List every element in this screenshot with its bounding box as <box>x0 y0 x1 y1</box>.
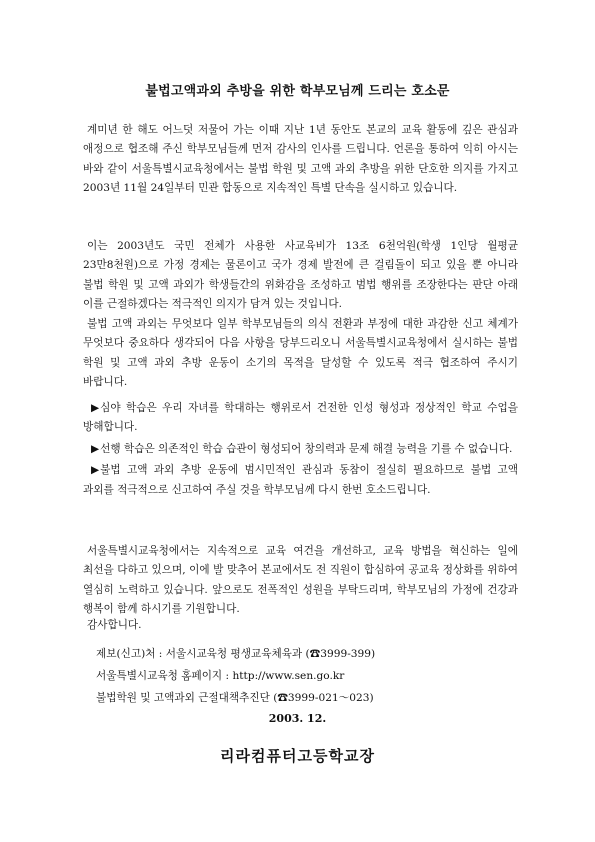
paragraph-request: 불법 고액 과외는 무엇보다 일부 학부모님들의 의식 전환과 부정에 대한 과감한 신고 체계가 무엇보다 중요하다 생각되어 다음 사항을 당부드리오니 서울특별시교육청에서 실시하는 불법 학원 및 고액 과외 추방 운동이 소기의 목적을 달성할 수 있도록 적극 협조하여 주시기 바랍니다. <box>83 318 518 389</box>
contact-report: 제보(신고)처 : 서울시교육청 평생교육체육과 (☎3999-399) <box>96 648 376 660</box>
contact-homepage: 서울특별시교육청 홈페이지 : http://www.sen.go.kr <box>96 670 345 682</box>
list-item-text: 선행 학습은 의존적인 학습 습관이 형성되어 창의력과 문제 해결 능력을 기를 수 없습니다. <box>100 442 513 455</box>
contact-task-force: 불법학원 및 고액과외 근절대책추진단 (☎3999-021～023) <box>96 692 374 704</box>
list-item <box>83 399 518 438</box>
document-title: 불법고액과외 추방을 위한 학부모님께 드리는 호소문 <box>145 84 450 99</box>
contact-list <box>96 643 375 709</box>
thanks-line: 감사합니다. <box>87 619 142 631</box>
paragraph-background: 이는 2003년도 국민 전체가 사용한 사교육비가 13조 6천억원(학생 1인당 월평균 23만8천원)으로 가정 경제는 물론이고 국가 경제 발전에 큰 걸림돌이 되고 있을 뿐 아니라 불법 학원 및 고액 과외가 학생들간의 위화감을 조성하고 범법 행위를 조장한다는 판단 아래 이를 근절하겠다는 적극적인 의지가 담겨 있는 것입니다. <box>83 240 518 311</box>
list-item-text: 불법 고액 과외 추방 운동에 범시민적인 관심과 동참이 절실히 필요하므로 불법 고액 과외를 적극적으로 신고하여 주실 것을 학부모님께 다시 한번 호소드립니다. <box>83 464 518 496</box>
triangle-bullet-icon: ▶ <box>91 402 100 414</box>
paragraph-closing: 서울특별시교육청에서는 지속적으로 교육 여건을 개선하고, 교육 방법을 혁신하는 일에 최선을 다하고 있으며, 이에 발 맞추어 본교에서도 전 직원이 합심하여 공교육 정상화를 위하여 열심히 노력하고 있습니다. 앞으로도 전폭적인 성원을 부탁드리며, 학부모님의 가정에 건강과 행복이 함께 하시기를 기원합니다. <box>83 545 518 616</box>
list-item <box>83 440 518 459</box>
list-item <box>83 461 518 500</box>
triangle-bullet-icon: ▶ <box>91 442 100 455</box>
list-item-text: 심야 학습은 우리 자녀를 학대하는 행위로서 건전한 인성 형성과 정상적인 학교 수업을 방해합니다. <box>83 402 518 434</box>
document-date: 2003. 12. <box>268 712 327 725</box>
triangle-bullet-icon: ▶ <box>91 464 100 477</box>
paragraph-greeting: 계미년 한 해도 어느덧 저물어 가는 이때 지난 1년 동안도 본교의 교육 활동에 깊은 관심과 애정으로 협조해 주신 학부모님들께 먼저 감사의 인사를 드립니다. 언론을 통하여 익히 아시는 바와 같이 서울특별시교육청에서는 불법 학원 및 고액 과외 추방을 위한 단호한 의지를 가지고 2003년 11월 24일부터 민관 합동으로 지속적인 특별 단속을 실시하고 있습니다. <box>83 124 518 195</box>
signature-school-principal: 리라컴퓨터고등학교장 <box>220 747 375 765</box>
request-list <box>83 399 518 502</box>
